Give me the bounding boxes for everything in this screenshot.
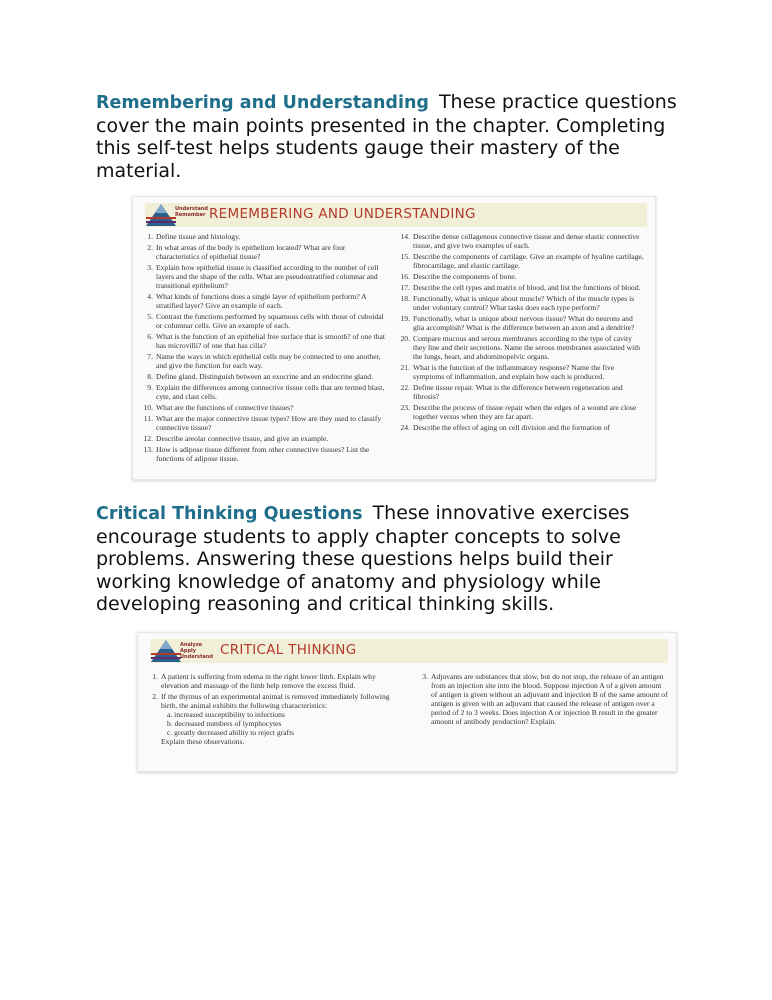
list-item: 6. What is the function of an epithelial free surface that is smooth? of one that has microvilli? of one that has cilia? bbox=[147, 332, 385, 350]
questions-left-column bbox=[141, 233, 389, 466]
section-heading-remembering: Remembering and Understanding bbox=[96, 93, 429, 113]
pyramid-tier-labels: Understand Remember bbox=[175, 206, 208, 218]
sub-item-closing: Explain these observations. bbox=[161, 736, 245, 746]
list-item: 4. What kinds of functions does a single layer of epithelium perform? A stratified layer? Give an example of each. bbox=[147, 292, 367, 310]
list-item: 13. How is adipose tissue different from other connective tissues? List the functions of adipose tissue. bbox=[143, 445, 370, 464]
section-description-remembering: These practice questions cover the main points presented in the chapter. Completing this self-test helps students gauge their mastery of the material. bbox=[96, 91, 677, 182]
intro-paragraph-remembering bbox=[96, 91, 686, 182]
list-item: 2. In what areas of the body is epithelium located? What are four characteristics of epithelial tissue? bbox=[147, 243, 346, 261]
list-item: 22. Define tissue repair. What is the difference between regeneration and fibrosis? bbox=[400, 383, 623, 401]
list-item: 1. Define tissue and histology. bbox=[147, 232, 241, 241]
list-item: 11. What are the major connective tissue types? How are they used to classify connective tissue? bbox=[143, 414, 382, 433]
list-item: 20. Compare mucous and serous membranes according to the type of cavity they line and their secretions. Name the serous membranes associated with the lungs, heart, and abdominopelvic organs. bbox=[400, 334, 641, 361]
list-item: 7. Name the ways in which epithelial cells may be connected to one another, and give the function for each way. bbox=[147, 352, 381, 370]
sub-item: a. increased susceptibility to infections bbox=[167, 709, 285, 719]
critical-banner bbox=[150, 639, 668, 663]
critical-right-column bbox=[416, 673, 668, 729]
intro-paragraph-critical bbox=[96, 502, 686, 616]
pyramid-tier-labels: Analyze Apply Understand bbox=[180, 642, 213, 660]
questions-right-column bbox=[398, 233, 646, 435]
list-item: 2. If the thymus of an experimental animal is removed immediately following birth, the animal exhibits the following characteristics: a. increased susceptibility to infections b. decreased numbers of lymphocytes c. greatly decreased ability to reject grafts Explain these observations. bbox=[146, 693, 404, 746]
remembering-questions-panel bbox=[132, 196, 656, 480]
list-item: 19. Functionally, what is unique about nervous tissue? What do neurons and glia accomplish? What is the difference between an axon and a dendrite? bbox=[400, 314, 635, 333]
list-item: 24. Describe the effect of aging on cell division and the formation of bbox=[400, 423, 611, 433]
list-item: 8. Define gland. Distinguish between an exocrine and an endocrine gland. bbox=[147, 372, 373, 381]
list-item: 5. Contrast the functions performed by squamous cells with those of cuboidal or columnar cells. Give an example of each. bbox=[147, 312, 384, 330]
blooms-pyramid-icon bbox=[150, 639, 182, 663]
list-item: 21. What is the function of the inflammatory response? Name the five symptoms of inflammation, and explain how each is produced. bbox=[400, 363, 615, 381]
list-item: 10. What are the functions of connective tissues? bbox=[143, 403, 294, 413]
section-description-critical: These innovative exercises encourage students to apply chapter concepts to solve problems. Answering these questions helps build their working knowledge of anatomy and physiology while developing reasoning and critical thinking skills. bbox=[96, 502, 630, 615]
sub-item: b. decreased numbers of lymphocytes bbox=[167, 718, 282, 728]
list-item: 12. Describe areolar connective tissue, and give an example. bbox=[143, 434, 329, 444]
list-item: 16. Describe the components of bone. bbox=[400, 272, 517, 281]
list-item: 18. Functionally, what is unique about muscle? Which of the muscle types is under voluntary control? What tasks does each type perform? bbox=[400, 294, 635, 313]
list-item: 9. Explain the differences among connective tissue cells that are termed blast, cyte, and clast cells. bbox=[147, 383, 385, 401]
list-item: 23. Describe the process of tissue repair when the edges of a wound are close together versus when they are far apart. bbox=[400, 403, 637, 421]
remembering-banner bbox=[145, 203, 647, 227]
section-heading-critical: Critical Thinking Questions bbox=[96, 504, 363, 524]
critical-left-column bbox=[146, 673, 404, 749]
list-item: 14. Describe dense collagenous connective tissue and dense elastic connective tissue, and give two examples of each. bbox=[400, 232, 640, 250]
critical-thinking-panel bbox=[137, 632, 677, 772]
panel-title: CRITICAL THINKING bbox=[220, 642, 357, 658]
panel-title: REMEMBERING AND UNDERSTANDING bbox=[209, 206, 476, 222]
blooms-pyramid-icon bbox=[145, 203, 177, 227]
list-item: 15. Describe the components of cartilage. Give an example of hyaline cartilage, fibrocartilage, and elastic cartilage. bbox=[400, 252, 644, 270]
sub-item: c. greatly decreased ability to reject grafts bbox=[167, 727, 295, 737]
list-item: 3. Adjuvants are substances that slow, but do not stop, the release of an antigen from an injection site into the blood. Suppose injection A of a given amount of antigen is given without an adjuvant and injection B of the same amount of antigen is given with an adjuvant that caused the release of antigen over a period of 2 to 3 weeks. Does injection A or injection B result in the greater amount of antibody production? Explain. bbox=[422, 672, 668, 726]
list-item: 1. A patient is suffering from edema in the right lower limb. Explain why elevation and massage of the limb help remove the excess fluid. bbox=[152, 672, 376, 690]
list-item: 17. Describe the cell types and matrix of blood, and list the functions of blood. bbox=[400, 283, 641, 293]
list-item: 3. Explain how epithelial tissue is classified according to the number of cell layers and the shape of the cells. What are pseudostratified columnar and transitional epithelium? bbox=[147, 263, 379, 290]
